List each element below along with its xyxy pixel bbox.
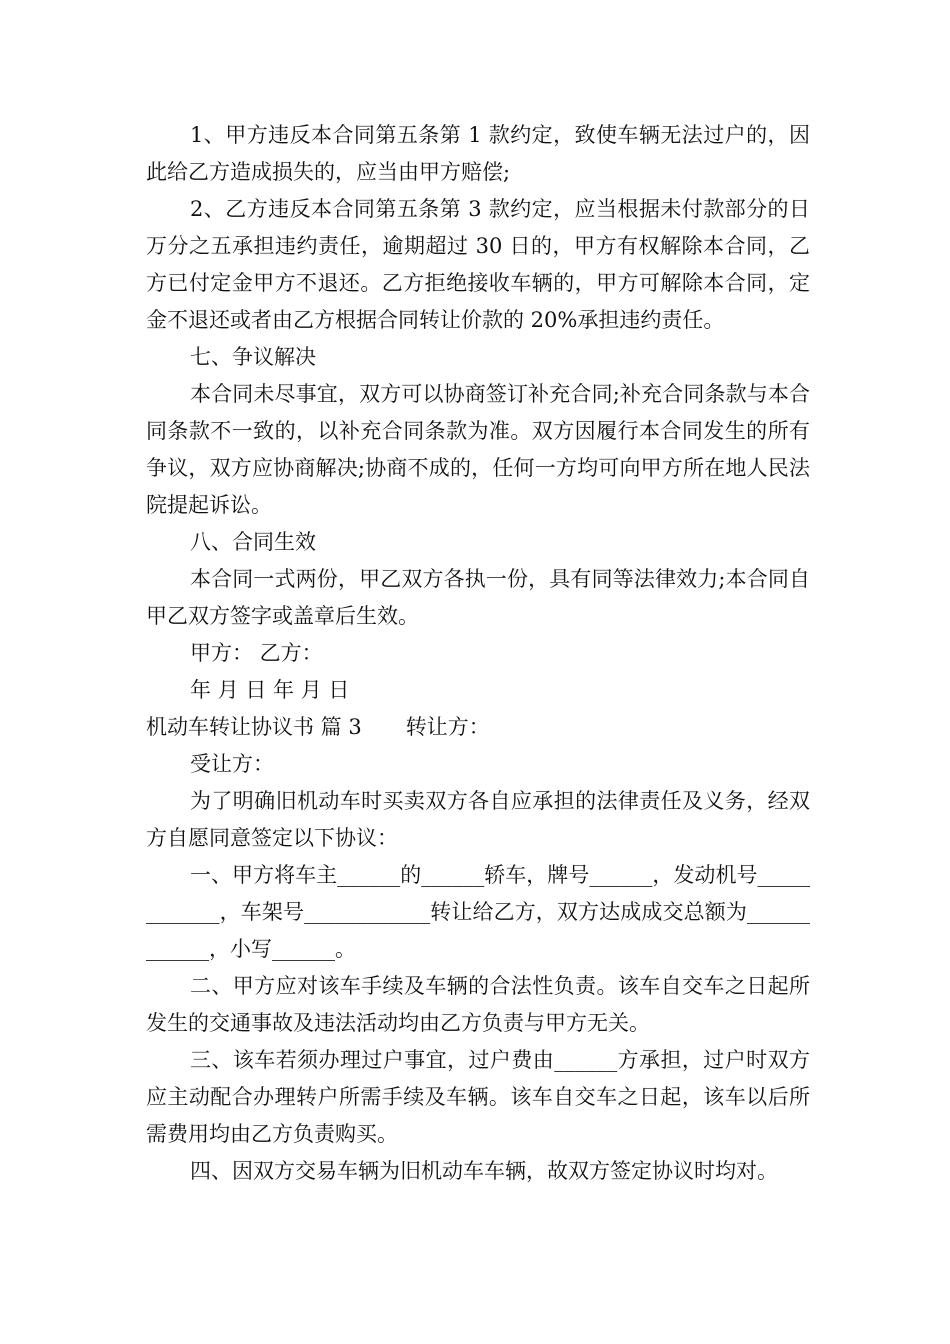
article-1-paragraph: 一、甲方将车主______的______轿车，牌号______，发动机号____________，车架号____________转让给乙方，双方达成成交总额为____________，小写______。 <box>146 863 810 961</box>
clause-paragraph-1: 1、甲方违反本合同第五条第 1 款约定，致使车辆无法过户的，因此给乙方造成损失的，应当由甲方赔偿; <box>146 123 810 184</box>
effect-paragraph: 本合同一式两份，甲乙双方各执一份，具有同等法律效力;本合同自甲乙双方签字或盖章后生效。 <box>146 567 810 628</box>
article-2-paragraph: 二、甲方应对该车手续及车辆的合法性负责。该车自交车之日起所发生的交通事故及违法活动均由乙方负责与甲方无关。 <box>146 974 810 1035</box>
preamble-paragraph: 为了明确旧机动车时买卖双方各自应承担的法律责任及义务，经双方自愿同意签定以下协议： <box>146 789 810 850</box>
transferor-label: 转让方： <box>405 715 490 739</box>
dispute-paragraph: 本合同未尽事宜，双方可以协商签订补充合同;补充合同条款与本合同条款不一致的，以补充合同条款为准。双方因履行本合同发生的所有争议，双方应协商解决;协商不成的，任何一方均可向甲方所在地人民法院提起诉讼。 <box>146 382 810 517</box>
article-4-paragraph: 四、因双方交易车辆为旧机动车车辆，故双方签定协议时均对。 <box>190 1159 778 1183</box>
heading-contract-effect: 八、合同生效 <box>190 530 316 554</box>
transferee-line: 受让方： <box>190 752 274 776</box>
article-3-paragraph: 三、该车若须办理过户事宜，过户费由______方承担，过户时双方应主动配合办理转户所需手续及车辆。该车自交车之日起，该车以后所需费用均由乙方负责购买。 <box>146 1048 810 1146</box>
date-line: 年 月 日 年 月 日 <box>190 678 350 702</box>
document-body <box>146 117 810 1190</box>
section-title-line <box>146 709 810 746</box>
heading-dispute-resolution: 七、争议解决 <box>190 345 316 369</box>
section-title: 机动车转让协议书 篇 3 <box>146 715 362 739</box>
signature-line: 甲方： 乙方： <box>190 641 323 665</box>
clause-paragraph-2: 2、乙方违反本合同第五条第 3 款约定，应当根据未付款部分的日万分之五承担违约责任，逾期超过 30 日的，甲方有权解除本合同，乙方已付定金甲方不退还。乙方拒绝接收车辆的，甲方可解除本合同，定金不退还或者由乙方根据合同转让价款的 20%承担违约责任。 <box>146 197 810 332</box>
